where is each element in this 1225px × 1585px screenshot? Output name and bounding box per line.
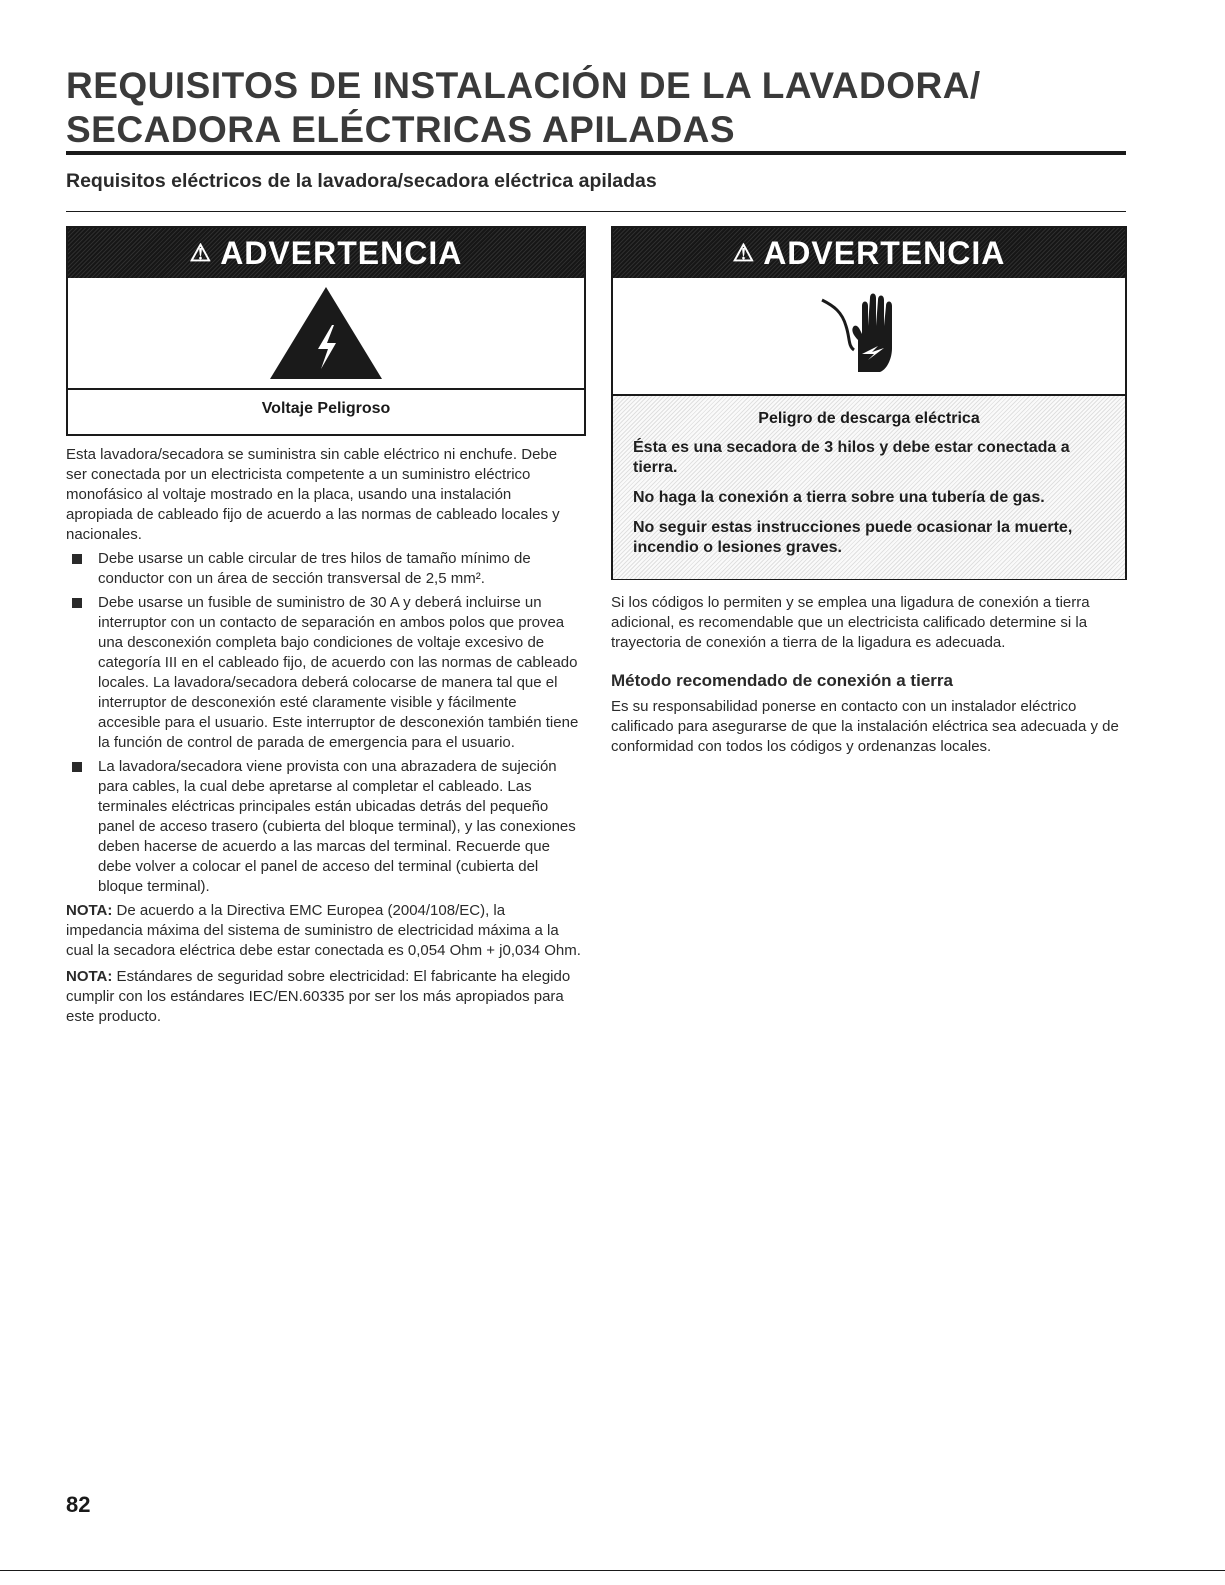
- list-item-text: Debe usarse un cable circular de tres hilos de tamaño mínimo de conductor con un área de sección transversal de 2,5 mm².: [98, 550, 531, 587]
- left-column: [66, 445, 581, 1027]
- note-text: Estándares de seguridad sobre electricidad: El fabricante ha elegido cumplir con los estándares IEC/EN.60335 por ser los más apropiados para este producto.: [66, 968, 571, 1025]
- requirements-list: [66, 549, 581, 897]
- list-item: [66, 757, 581, 897]
- page-number: 82: [66, 1492, 91, 1517]
- high-voltage-triangle-icon: [266, 283, 386, 383]
- warning-title: Peligro de descarga eléctrica: [758, 410, 980, 427]
- section-heading: Requisitos eléctricos de la lavadora/secadora eléctrica apiladas: [66, 170, 657, 192]
- page-title: REQUISITOS DE INSTALACIÓN DE LA LAVADORA/ SECADORA ELÉCTRICAS APILADAS: [66, 65, 981, 150]
- grounding-paragraph: Si los códigos lo permiten y se emplea una ligadura de conexión a tierra adicional, es recomendable que un electricista calificado determine si la trayectoria de conexión a tierra de la ligadura es adecuada.: [611, 594, 1090, 651]
- warning-header: [68, 228, 584, 278]
- responsibility-paragraph: Es su responsabilidad ponerse en contacto con un instalador eléctrico calificado para asegurarse de que la instalación eléctrica sea adecuada y de conformidad con todos los códigos y ordenanzas locales.: [611, 698, 1119, 755]
- list-item-text: La lavadora/secadora viene provista con una abrazadera de sujeción para cables, la cual debe apretarse al completar el cableado. Las terminales eléctricas principales están ubicadas detrás del pequeño panel de acceso trasero (cubierta del bloque terminal), y las conexiones deben hacerse de acuerdo a las marcas del terminal. Recuerde que debe volver a colocar el panel de acceso del terminal (cubierta del bloque terminal).: [98, 758, 576, 895]
- warning-box-voltage: [66, 226, 586, 436]
- warning-symbol-icon: ⚠: [732, 239, 756, 267]
- note-text: De acuerdo a la Directiva EMC Europea (2004/108/EC), la impedancia máxima del sistema de suministro de electricidad máxima a la cual la secadora eléctrica debe estar conectada es 0,054 Ohm + j0,034 Ohm.: [66, 902, 581, 959]
- list-item: [66, 593, 581, 753]
- warning-header-text: ADVERTENCIA: [220, 234, 463, 271]
- bullet-icon: [72, 598, 82, 608]
- note-label: NOTA:: [66, 968, 113, 985]
- warning-box-shock: [611, 226, 1127, 580]
- bullet-icon: [72, 554, 82, 564]
- section-rule: [66, 211, 1126, 212]
- bullet-icon: [72, 762, 82, 772]
- list-item-text: Debe usarse un fusible de suministro de 30 A y deberá incluirse un interruptor con un contacto de separación en ambos polos que provea una desconexión completa bajo condiciones de voltaje excesivo de categoría III en el cableado fijo, de acuerdo con las normas de cableado locales. La lavadora/secadora deberá colocarse de manera tal que el interruptor de desconexión esté claramente visible y fácilmente accesible para el usuario. Este interruptor de desconexión también tiene la función de control de parada de emergencia para el usuario.: [98, 594, 579, 751]
- warning-icon-area: [613, 278, 1125, 396]
- note-label: NOTA:: [66, 902, 113, 919]
- title-rule: [66, 151, 1126, 155]
- note-paragraph: [66, 967, 581, 1027]
- warning-symbol-icon: ⚠: [189, 239, 213, 267]
- warning-icon-area: [68, 278, 584, 390]
- warning-line: No seguir estas instrucciones puede ocasionar la muerte, incendio o lesiones graves.: [633, 519, 1073, 556]
- warning-message-area: [613, 396, 1125, 579]
- right-column: [611, 593, 1121, 757]
- warning-line: Ésta es una secadora de 3 hilos y debe estar conectada a tierra.: [633, 439, 1070, 476]
- warning-caption: Voltaje Peligroso: [261, 400, 391, 417]
- electric-shock-hand-icon: [814, 286, 924, 386]
- warning-header-text: ADVERTENCIA: [763, 234, 1006, 271]
- footer-rule: [0, 1570, 1225, 1571]
- grounding-subheading: Método recomendado de conexión a tierra: [611, 671, 953, 690]
- intro-paragraph: Esta lavadora/secadora se suministra sin cable eléctrico ni enchufe. Debe ser conectada por un electricista competente a un suministro eléctrico monofásico al voltaje mostrado en la placa, usando una instalación apropiada de cableado fijo de acuerdo a las normas de cableado locales y nacionales.: [66, 446, 560, 543]
- list-item: [66, 549, 581, 589]
- warning-header: [613, 228, 1125, 278]
- warning-line: No haga la conexión a tierra sobre una tubería de gas.: [633, 489, 1045, 506]
- note-paragraph: [66, 901, 581, 961]
